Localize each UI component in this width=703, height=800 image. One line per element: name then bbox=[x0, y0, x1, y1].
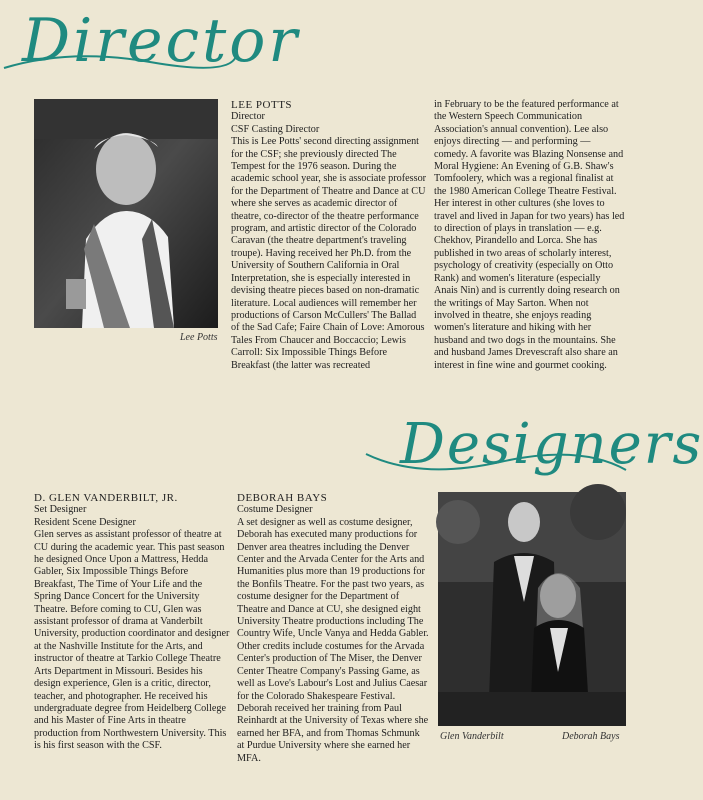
designer-column-vanderbilt bbox=[34, 492, 230, 753]
designer1-bio: Glen serves as assistant professor of theatre at CU during the academic year. This past season he designed Once Upon a Mattress, Hedda Gabler, Six Impossible Things Before Breakfast, The Time of Your Life and the Spring Dance Concert for the University Theatre. Before coming to CU, Glen was assistant professor of drama at Vanderbilt University, production coordinator and designer at the Nashville Institute for the Arts, and instructor of theatre at Tarkio College Theatre Arts Department in Missouri. Besides his design experience, Glen is a critic, director, teacher, and photographer. He received his undergraduate degree from Heidelberg College and his Master of Fine Arts in theatre production from Northwestern University. This is his first season with the CSF. bbox=[34, 529, 230, 752]
director-heading-swash bbox=[0, 38, 240, 78]
director-heading: Director bbox=[22, 6, 301, 76]
designer1-name: D. GLEN VANDERBILT, JR. bbox=[34, 492, 178, 504]
director-bio-part1: This is Lee Potts' second directing assignment for the CSF; she previously directed The Tempest for the 1976 season. During the academic school year, she is associate professor for the Department of Theatre and Dance at CU where she serves as academic director of theatre, co-director of the theatre performance program, and artistic director of the Colorado Caravan (the theatre department's traveling troupe). Having received her Ph.D. from the University of Southern California in Oral Interpretation, she is especially interested in devising theatre pieces based on non-dramatic literature. Local audiences will remember her productions of Carson McCullers' The Ballad of the Sad Cafe; Faire Chain of Love: Amorous Tales From Chaucer and Boccaccio; Lewis Carroll: Six Impossible Things Before Breakfast (the latter was recreated bbox=[231, 136, 427, 371]
designer1-role-1: Set Designer bbox=[34, 504, 87, 516]
lee-potts-photo bbox=[34, 99, 218, 328]
designers-heading: Designers bbox=[400, 412, 703, 477]
designer-column-bays bbox=[237, 492, 429, 765]
director-column-2 bbox=[434, 99, 626, 372]
designer2-role-1: Costume Designer bbox=[237, 504, 313, 516]
designers-caption-deborah: Deborah Bays bbox=[562, 731, 620, 742]
director-role-1: Director bbox=[231, 111, 265, 123]
designers-caption-glen: Glen Vanderbilt bbox=[440, 731, 504, 742]
director-role-2: CSF Casting Director bbox=[231, 123, 320, 135]
director-column-1 bbox=[231, 99, 427, 372]
designers-heading-swash bbox=[360, 440, 630, 480]
lee-potts-caption: Lee Potts bbox=[180, 332, 218, 343]
designers-photo bbox=[438, 492, 626, 726]
director-name: LEE POTTS bbox=[231, 99, 293, 111]
designer2-bio: A set designer as well as costume designer, Deborah has executed many productions for Denver area theatres including the Denver Center and the Arvada Center for the Arts and Humanities plus more than 19 productions for the Bonfils Theatre. For the past two years, as costume designer for the Department of Theatre and Dance at CU, she designed eight University Theatre productions including The Country Wife, Uncle Vanya and Hedda Gabler. Other credits include costumes for the Arvada Center's production of The Miser, the Denver Center Theatre Company's Passing Game, as well as Love's Labour's Lost and Julius Caesar for the Colorado Shakespeare Festival. Deborah received her training from Paul Reinhardt at the University of Texas where she earned her BFA, and from Thomas Schmunk at Purdue University where she earned her MFA. bbox=[237, 516, 429, 764]
designer1-role-2: Resident Scene Designer bbox=[34, 516, 136, 528]
designer2-name: DEBORAH BAYS bbox=[237, 492, 328, 504]
director-bio-part2: in February to be the featured performance at the Western Speech Communication Association's annual convention). Lee also enjoys directing — and performing — comedy. A favorite was Blazing Nonsense and Moral Hygiene: An Evening of G.B. Shaw's Tomfoolery, which was a regional finalist at the 1980 American College Theatre Festival. Her interest in other cultures (she loves to travel and lived in Japan for two years) has led to direction of plays in translation — e.g. Chekhov, Pirandello and Lorca. She has published in two areas of scholarly interest, psychology of creativity (especially on Otto Rank) and women's literature (especially Anais Nin) and is currently doing research on the writings of May Sarton. When not involved in theatre, she enjoys reading women's literature and hiking with her husband and two dogs in the mountains. She and husband James Drevescraft also share an interest in fine wine and gourmet cooking. bbox=[434, 99, 625, 371]
